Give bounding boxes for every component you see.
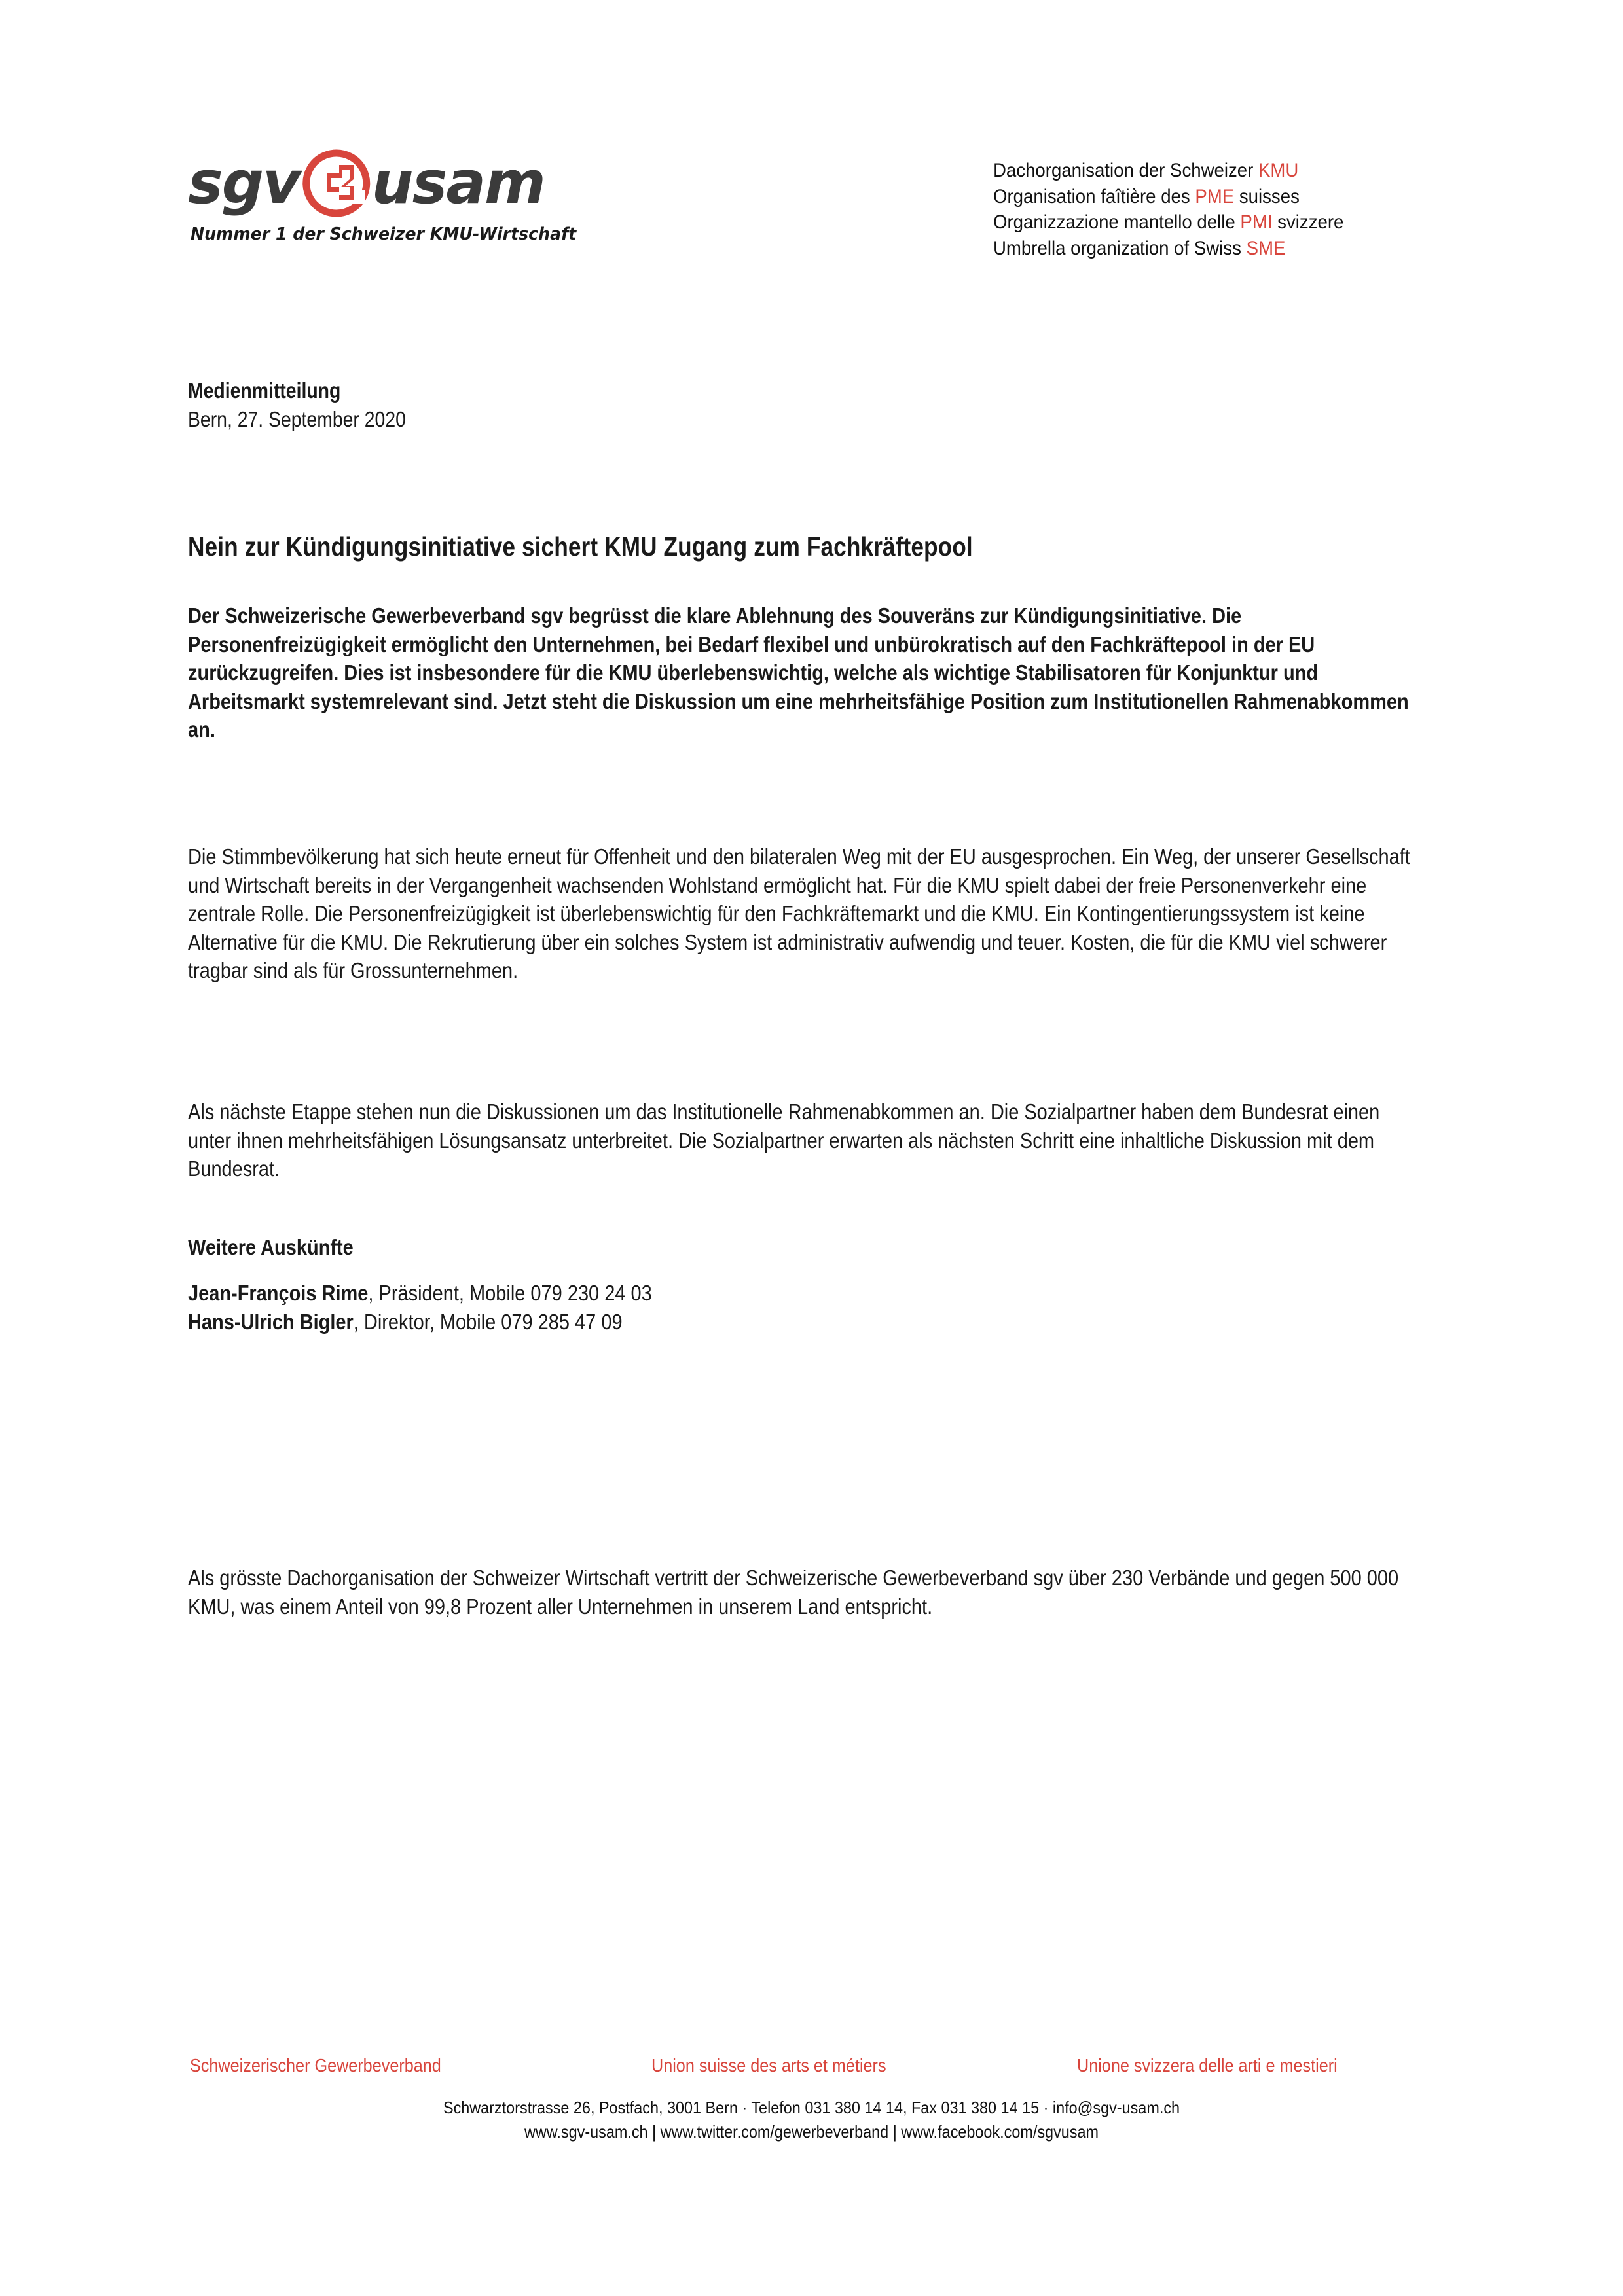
contact-details-president: , Präsident, Mobile 079 230 24 03 xyxy=(368,1282,652,1306)
footer-contact-block xyxy=(0,2096,1623,2144)
logo-wordmark-row xyxy=(188,147,594,219)
header-lang-accent-sme: SME xyxy=(1246,237,1286,259)
contact-row-president xyxy=(188,1280,1423,1308)
sgv-usam-circle-cross-mark-icon xyxy=(302,149,371,217)
header-lang-line-fr: Organisation faîtière des PME suisses xyxy=(993,185,1300,207)
contact-name-director: Hans-Ulrich Bigler xyxy=(188,1310,354,1335)
header-lang-accent-pme: PME xyxy=(1195,185,1235,207)
footer-links-line[interactable]: www.sgv-usam.ch | www.twitter.com/gewerbeverband | www.facebook.com/sgvusam xyxy=(524,2121,1099,2142)
page-title: Nein zur Kündigungsinitiative sichert KMU Zugang zum Fachkräftepool xyxy=(188,531,973,562)
footer-organization-names xyxy=(0,2055,1623,2085)
footer-address-line: Schwarztorstrasse 26, Postfach, 3001 Bern · Telefon 031 380 14 14, Fax 031 380 14 15 · info@sgv-usam.ch xyxy=(443,2098,1180,2117)
sgv-usam-logo xyxy=(188,147,594,244)
document-type-label: Medienmitteilung xyxy=(188,378,341,403)
header-lang-line-it: Organizzazione mantello delle PMI svizzere xyxy=(993,211,1344,234)
logo-tagline: Nummer 1 der Schweizer KMU-Wirtschaft xyxy=(191,224,577,244)
contact-section-title: Weitere Auskünfte xyxy=(188,1236,354,1260)
logo-word-usam: usam xyxy=(371,149,545,217)
footer-name-de: Schweizerischer Gewerbeverband xyxy=(190,2055,441,2075)
header-language-lines xyxy=(993,158,1374,261)
body-paragraph-2: Als nächste Etappe stehen nun die Diskussionen um das Institutionelle Rahmenabkommen an. Die Sozialpartner haben dem Bundesrat einen unter ihnen mehrheitsfähigen Lösungsansatz unterbreitet. Die Sozialpartner erwarten als nächsten Schritt eine inhaltliche Diskussion mit dem Bundesrat. xyxy=(188,1100,1380,1181)
header-lang-accent-kmu: KMU xyxy=(1258,160,1299,181)
footer-name-fr: Union suisse des arts et métiers xyxy=(651,2055,886,2075)
document-footer xyxy=(0,2055,1623,2144)
contact-list xyxy=(188,1280,1423,1336)
header-lang-accent-pmi: PMI xyxy=(1240,211,1273,234)
lead-paragraph: Der Schweizerische Gewerbeverband sgv begrüsst die klare Ablehnung des Souveräns zur Kündigungsinitiative. Die Personenfreizügigkeit ermöglicht den Unternehmen, bei Bedarf flexibel und unbürokratisch auf den Fachkräftepool in der EU zurückzugreifen. Dies ist insbesondere für die KMU überlebenswichtig, welche als wichtige Stabilisatoren für Konjunktur und Arbeitsmarkt systemrelevant sind. Jetzt steht die Diskussion um eine mehrheitsfähige Position zum Institutionellen Rahmenabkommen an. xyxy=(188,604,1409,742)
header-lang-line-de: Dachorganisation der Schweizer KMU xyxy=(993,160,1299,181)
footer-name-it: Unione svizzera delle arti e mestieri xyxy=(1077,2055,1338,2075)
document-meta xyxy=(188,376,1425,434)
document-place-date: Bern, 27. September 2020 xyxy=(188,406,406,431)
boilerplate-paragraph: Als grösste Dachorganisation der Schweizer Wirtschaft vertritt der Schweizerische Gewerbeverband sgv über 230 Verbände und gegen 500 000 KMU, was einem Anteil von 99,8 Prozent aller Unternehmen in unserem Land entspricht. xyxy=(188,1566,1399,1619)
logo-word-sgv: sgv xyxy=(188,149,300,217)
contact-details-director: , Direktor, Mobile 079 285 47 09 xyxy=(353,1310,623,1335)
document-header xyxy=(188,147,1445,285)
header-lang-line-en: Umbrella organization of Swiss SME xyxy=(993,237,1286,259)
contact-row-director xyxy=(188,1308,1423,1337)
body-paragraph-1: Die Stimmbevölkerung hat sich heute erneut für Offenheit und den bilateralen Weg mit der EU ausgesprochen. Ein Weg, der unserer Gesellschaft und Wirtschaft bereits in der Vergangenheit wachsenden Wohlstand ermöglicht hat. Für die KMU spielt dabei der freie Personenverkehr eine zentrale Rolle. Die Personenfreizügigkeit ist überlebenswichtig für den Fachkräftemarkt und die KMU. Ein Kontingentierungssystem ist keine Alternative für die KMU. Die Rekrutierung über ein solches System ist administrativ aufwendig und teuer. Kosten, die für die KMU viel schwerer tragbar sind als für Grossunternehmen. xyxy=(188,845,1410,983)
contact-name-president: Jean-François Rime xyxy=(188,1282,369,1306)
